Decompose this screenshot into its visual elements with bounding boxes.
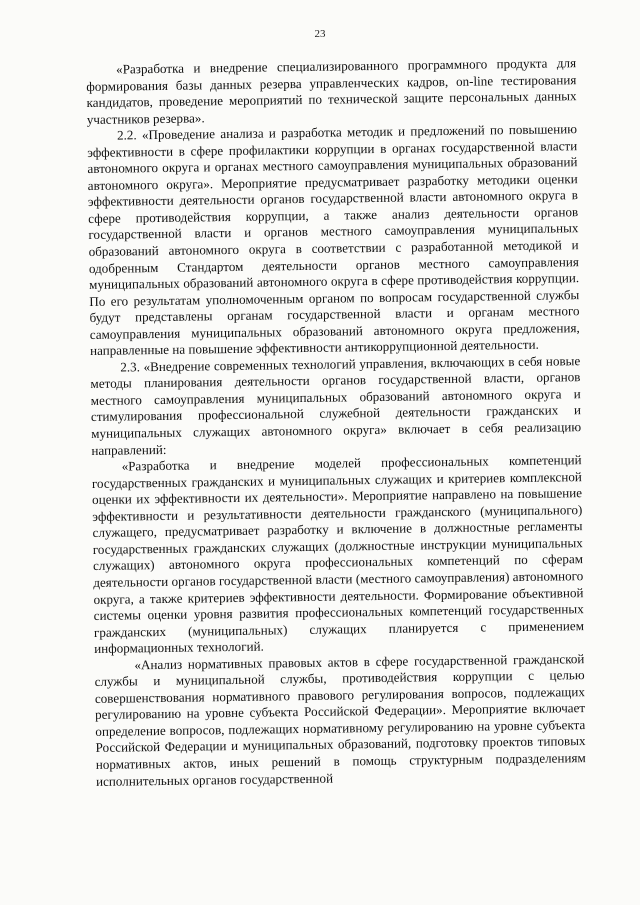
paragraph-competency-models: «Разработка и внедрение моделей профессиональных компетенций государственных гражданских и муниципальных служащих и критериев комплексной оценки их эффективности их деятельности». Мероприятие направлено на повышение эффективности и результативности деятельности гражданского (муниципального) служащего, предусматривает разработку и включение в должностные регламенты государственных гражданских служащих (должностные инструкции муниципальных служащих) автономного округа профессиональных компетенций по сферам деятельности органов государственной власти (местного самоуправления) автономного округа, а также критериев эффективности деятельности. Формирование объективной системы оценки уровня развития профессиональных компетенций государственных гражданских (муниципальных) служащих планируется с применением информационных технологий. xyxy=(91,452,585,657)
paragraph-2-3-management-technologies: 2.3. «Внедрение современных технологий управления, включающих в себя новые методы планирования деятельности органов государственной власти, органов местного самоуправления муниципальных образований автономного округа и стимулирования профессиональной служебной деятельности гражданских и муниципальных служащих автономного округа» включает в себя реализацию направлений: xyxy=(90,352,582,458)
paragraph-software-product: «Разработка и внедрение специализированного программного продукта для формирования базы данных резерва управленческих кадров, on-line тестирования кандидатов, проведение мероприятий по технической защите персональных данных участников резерва». xyxy=(86,55,577,127)
paragraph-legal-acts-analysis: «Анализ нормативных правовых актов в сфере государственной гражданской службы и муниципальной службы, противодействия коррупции с целью совершенствования нормативного правового регулирования вопросов, подлежащих регулированию на уровне субъекта Российской Федерации». Мероприятие включает определение вопросов, подлежащих нормативному регулированию на уровне субъекта Российской Федерации и муниципальных образований, подготовку проектов типовых нормативных актов, иных решений в помощь структурным подразделениям исполнительных органов государственной xyxy=(94,650,586,789)
paragraph-2-2-corruption-analysis: 2.2. «Проведение анализа и разработка методик и предложений по повышению эффективности в сфере профилактики коррупции в органах государственной власти автономного округа и органах местного самоуправления муниципальных образований автономного округа». Мероприятие предусматривает разработку методики оценки эффективности деятельности органов государственной власти автономного округа в сфере противодействия коррупции, а также анализ деятельности органов государственной власти и органов местного самоуправления муниципальных образований автономного округа в соответствии с разработанной методикой и одобренным Стандартом деятельности органов местного самоуправления муниципальных образований автономного округа в сфере противодействия коррупции. По его результатам уполномоченным органом по вопросам государственной службы будут представлены органам государственной власти и органам местного самоуправления муниципальных образований автономного округа предложения, направленные на повышение эффективности антикоррупционной деятельности. xyxy=(87,121,580,359)
document-body xyxy=(86,55,586,790)
page-number: 23 xyxy=(314,28,326,40)
